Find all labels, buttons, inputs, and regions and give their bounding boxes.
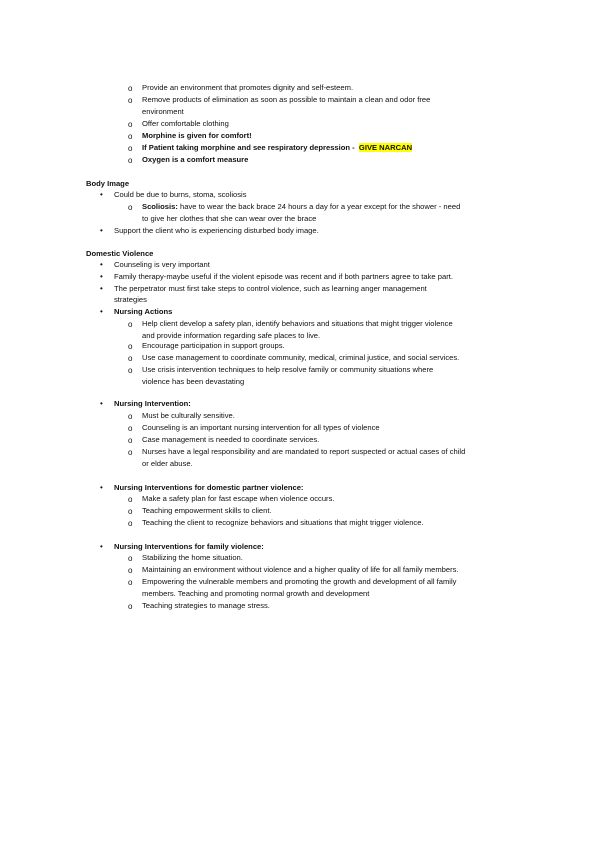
list-item: Remove products of elimination as soon as possible to maintain a clean and odor free [142,95,431,104]
bullet: • [100,272,103,281]
bullet: • [100,284,103,293]
sub-bullet: o [128,578,133,587]
list-item: Nurses have a legal responsibility and are mandated to report suspected or actual cases of child [142,447,466,456]
sub-bullet: o [128,554,133,563]
sub-bullet: o [128,507,133,516]
subsection-heading: Nursing Interventions for family violence: [114,542,264,551]
list-item: Family therapy-maybe useful if the violent episode was recent and if both partners agree to take part. [114,272,453,281]
list-item: Must be culturally sensitive. [142,411,235,420]
list-item-continuation: strategies [114,295,147,304]
sub-bullet: o [128,120,133,129]
list-item-continuation: and provide information regarding safe places to live. [142,331,321,340]
sub-bullet: o [128,342,133,351]
section-heading: Domestic Violence [86,249,154,258]
bullet: • [100,190,103,199]
list-item-continuation: to give her clothes that she can wear over the brace [142,214,317,223]
list-item: The perpetrator must first take steps to control violence, such as learning anger management [114,284,427,293]
list-item: Make a safety plan for fast escape when violence occurs. [142,494,335,503]
bullet: • [100,399,103,408]
sub-bullet: o [128,424,133,433]
list-item: Teaching the client to recognize behaviors and situations that might trigger violence. [142,518,424,527]
sub-bullet: o [128,144,133,153]
sub-bullet: o [128,519,133,528]
list-item: Counseling is very important [114,260,210,269]
list-item-continuation: environment [142,107,184,116]
bullet: • [100,542,103,551]
list-item: Encourage participation in support groups. [142,341,285,350]
subsection-heading: Nursing Intervention: [114,399,191,408]
sub-bullet: o [128,495,133,504]
subsection-heading: Nursing Actions [114,307,173,316]
bullet: • [100,307,103,316]
list-item: Use crisis intervention techniques to help resolve family or community situations where [142,365,434,374]
sub-bullet: o [128,203,133,212]
scoliosis-label: Scoliosis: [142,202,178,211]
list-item: Counseling is an important nursing intervention for all types of violence [142,423,380,432]
list-item: Oxygen is a comfort measure [142,155,249,164]
sub-bullet: o [128,366,133,375]
list-item [142,201,460,213]
bullet: • [100,260,103,269]
list-item: Teaching empowerment skills to client. [142,506,272,515]
list-item: Help client develop a safety plan, identify behaviors and situations that might trigger violence [142,319,453,328]
subsection-heading: Nursing Interventions for domestic partner violence: [114,483,304,492]
section-heading: Body Image [86,179,130,188]
list-item: Maintaining an environment without violence and a higher quality of life for all family members. [142,565,459,574]
sub-bullet: o [128,156,133,165]
scoliosis-text: have to wear the back brace 24 hours a day for a year except for the shower - need [180,202,461,211]
list-item: Offer comfortable clothing [142,119,229,128]
sub-bullet: o [128,436,133,445]
sub-bullet: o [128,448,133,457]
narcan-highlight: GIVE NARCAN [358,143,413,152]
sub-bullet: o [128,566,133,575]
sub-bullet: o [128,132,133,141]
bullet: • [100,483,103,492]
sub-bullet: o [128,354,133,363]
list-item-continuation: or elder abuse. [142,459,193,468]
sub-bullet: o [128,320,133,329]
sub-bullet: o [128,96,133,105]
sub-bullet: o [128,602,133,611]
list-item: Teaching strategies to manage stress. [142,601,270,610]
list-item [142,142,412,154]
list-item: Could be due to burns, stoma, scoliosis [114,190,247,199]
list-item: Empowering the vulnerable members and promoting the growth and development of all family [142,577,457,586]
list-item: Case management is needed to coordinate services. [142,435,320,444]
sub-bullet: o [128,84,133,93]
list-item-continuation: violence has been devastating [142,377,245,386]
list-item: Morphine is given for comfort! [142,131,252,140]
narcan-lead: If Patient taking morphine and see respiratory depression - [142,143,355,152]
sub-bullet: o [128,412,133,421]
list-item-continuation: members. Teaching and promoting normal growth and development [142,589,370,598]
list-item: Use case management to coordinate community, medical, criminal justice, and social services. [142,353,460,362]
list-item: Stabilizing the home situation. [142,553,243,562]
bullet: • [100,226,103,235]
list-item: Provide an environment that promotes dignity and self-esteem. [142,83,354,92]
list-item: Support the client who is experiencing disturbed body image. [114,226,319,235]
